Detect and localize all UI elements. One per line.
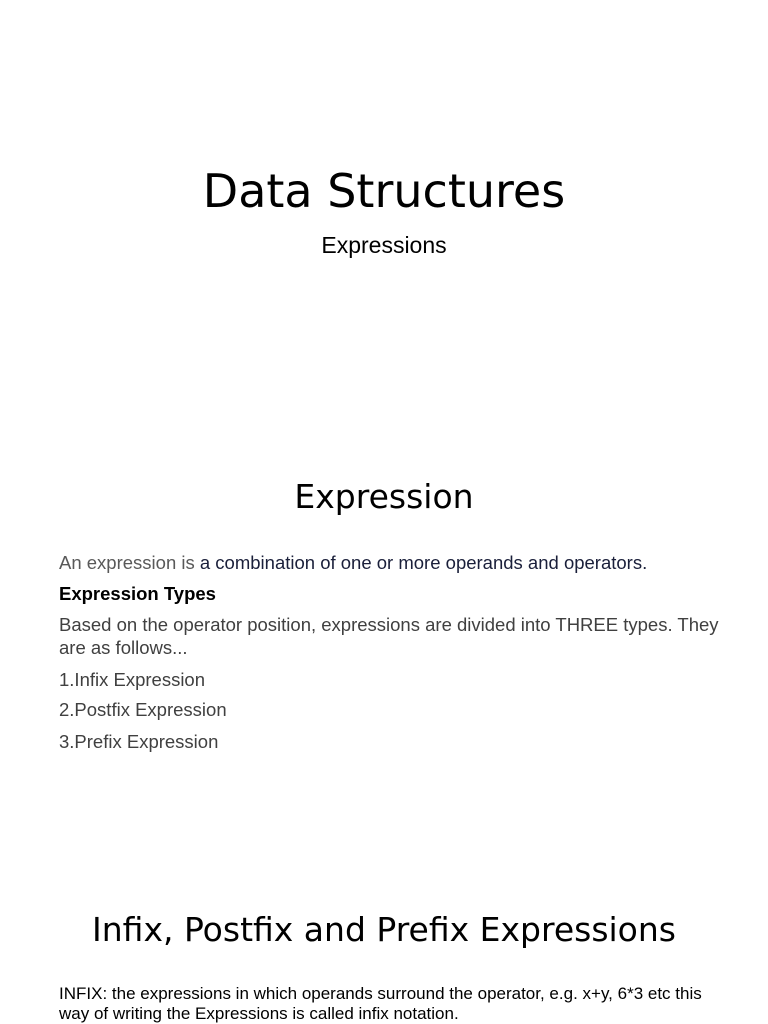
slide-title: Data Structures (202, 164, 566, 218)
expression-types-heading: Expression Types (59, 583, 216, 604)
slide-subtitle: Expressions (321, 232, 447, 258)
expression-heading: Expression (294, 477, 474, 516)
infix-postfix-prefix-heading: Infix, Postfix and Prefix Expressions (92, 910, 676, 949)
list-item-postfix: 2.Postfix Expression (59, 699, 227, 720)
definition-lead: An expression is (59, 552, 200, 573)
definition-link-text: a combination of one or more operands and operators. (199, 552, 648, 573)
list-item-infix: 1.Infix Expression (59, 669, 206, 690)
expression-definition (59, 551, 739, 574)
expression-types-intro: Based on the operator position, expressions are divided into THREE types. They are as follows... (59, 614, 719, 658)
list-item-prefix: 3.Prefix Expression (59, 731, 219, 752)
infix-description: INFIX: the expressions in which operands surround the operator, e.g. x+y, 6*3 etc this way of writing the Expressions is called infix notation. (59, 984, 702, 1023)
